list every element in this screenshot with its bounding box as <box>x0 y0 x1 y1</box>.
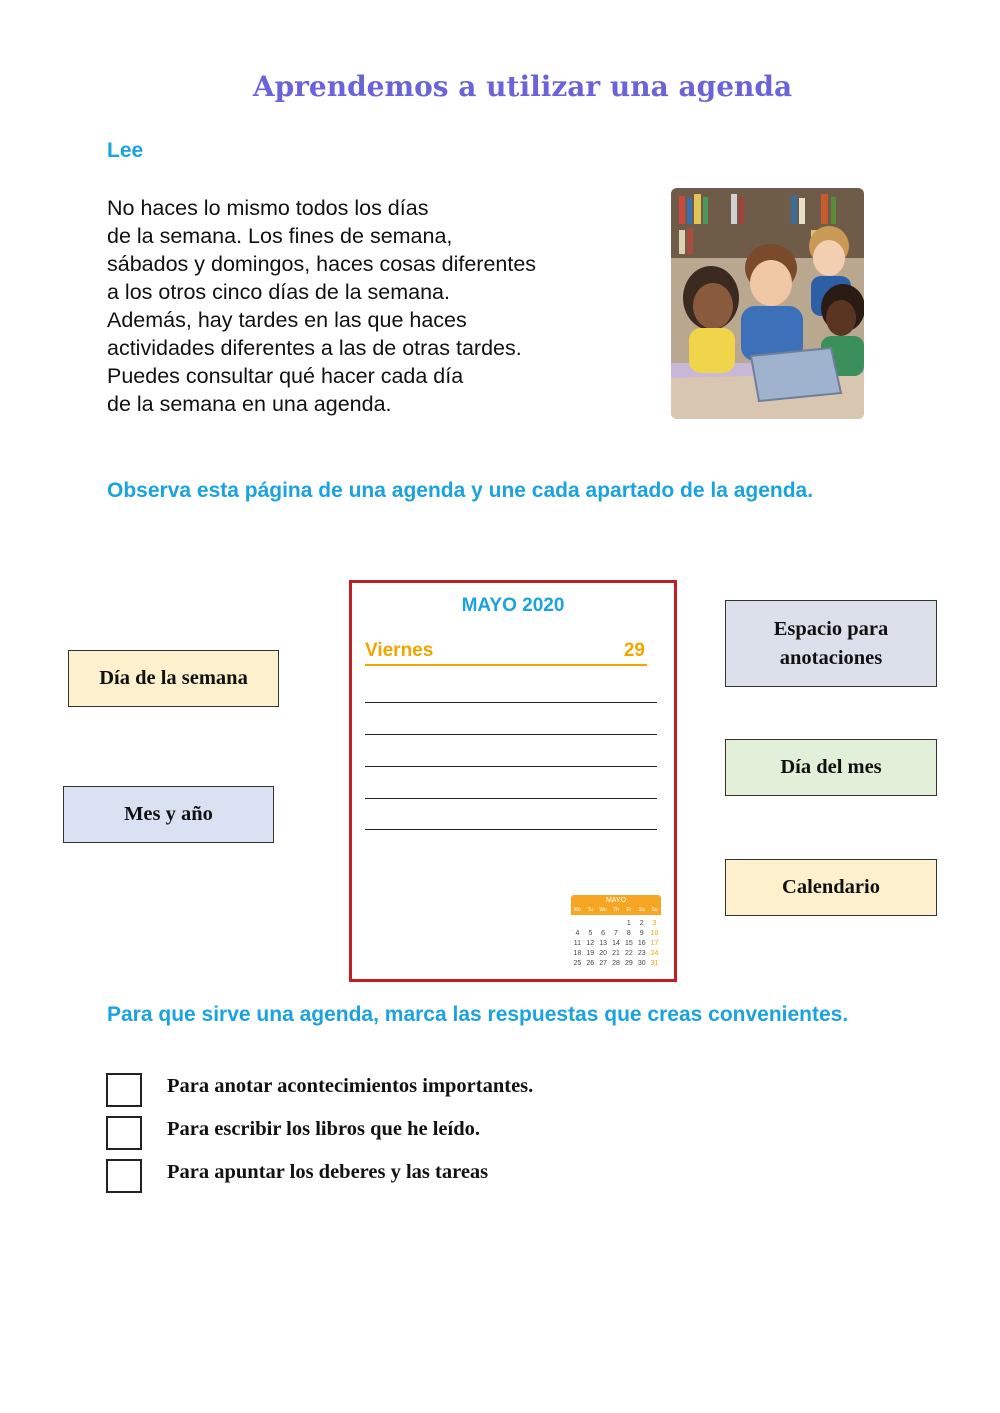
mini-calendar-day: 2 <box>639 920 644 927</box>
label-dia-semana[interactable] <box>68 650 279 707</box>
reading-line: No haces lo mismo todos los días <box>107 196 429 220</box>
mini-calendar-day: 24 <box>650 950 659 957</box>
weekday: Th <box>613 907 619 913</box>
question-heading: Para que sirve una agenda, marca las respuestas que creas convenientes. <box>107 1003 849 1026</box>
option-checkbox[interactable] <box>106 1159 142 1193</box>
mini-calendar-day: 11 <box>573 940 582 947</box>
note-line <box>365 702 657 703</box>
option-label: Para escribir los libros que he leído. <box>167 1118 481 1140</box>
mini-calendar-day: 29 <box>624 960 633 967</box>
mini-calendar-day: 25 <box>573 960 582 967</box>
reading-line: sábados y domingos, haces cosas diferentes <box>107 252 537 276</box>
mini-calendar-month: MAYO <box>571 895 661 906</box>
option-checkbox[interactable] <box>106 1116 142 1150</box>
mini-calendar-weekdays <box>571 906 661 915</box>
observe-instruction: Observa esta página de una agenda y une cada apartado de la agenda. <box>107 479 814 502</box>
weekday: Fr <box>626 907 632 913</box>
note-line <box>365 734 657 735</box>
reading-line: actividades diferentes a las de otras tardes. <box>107 336 522 360</box>
mini-calendar-day: 23 <box>637 950 646 957</box>
agenda-day-name: Viernes <box>365 640 434 661</box>
mini-calendar-day: 27 <box>599 960 608 967</box>
mini-calendar-day: 13 <box>599 940 608 947</box>
mini-calendar-day: 7 <box>614 930 618 937</box>
mini-calendar-day: 8 <box>626 930 631 937</box>
weekday: Su <box>651 907 658 913</box>
note-line <box>365 829 657 830</box>
label-mes-anio[interactable] <box>63 786 274 843</box>
mini-calendar-day <box>610 919 623 929</box>
reading-line: Puedes consultar qué hacer cada día <box>107 364 464 388</box>
mini-calendar-day: 17 <box>650 940 659 947</box>
weekday: Sa <box>638 907 645 913</box>
reading-text <box>107 194 627 418</box>
reading-line: de la semana. Los fines de semana, <box>107 224 453 248</box>
label-dia-mes-text: Día del mes <box>780 756 882 778</box>
weekday: Tu <box>587 907 594 913</box>
mini-calendar-day <box>597 919 610 929</box>
agenda-day-row <box>365 640 647 666</box>
mini-calendar-day: 20 <box>599 950 608 957</box>
mini-calendar-days <box>571 919 661 969</box>
mini-calendar-day: 9 <box>639 930 644 937</box>
mini-calendar-day: 5 <box>588 930 593 937</box>
page-title: Aprendemos a utilizar una agenda <box>252 70 793 103</box>
label-calendario-text: Calendario <box>782 876 880 898</box>
note-line <box>365 798 657 799</box>
mini-calendar-day: 21 <box>612 950 620 957</box>
read-heading: Lee <box>107 139 144 162</box>
mini-calendar-day: 3 <box>652 920 657 927</box>
agenda-month-year: MAYO 2020 <box>461 595 565 616</box>
reading-line: a los otros cinco días de la semana. <box>107 280 450 304</box>
option-label: Para apuntar los deberes y las tareas <box>167 1161 489 1183</box>
mini-calendar-day: 28 <box>612 960 620 967</box>
agenda-day-number: 29 <box>623 640 645 661</box>
weekday: Mo <box>573 907 581 913</box>
weekday: We <box>599 907 607 913</box>
reading-line: de la semana en una agenda. <box>107 392 392 416</box>
agenda-page <box>349 580 677 982</box>
mini-calendar-day: 10 <box>650 930 659 937</box>
option-checkbox[interactable] <box>106 1073 142 1107</box>
mini-calendar-day: 31 <box>650 960 659 967</box>
mini-calendar-day: 14 <box>612 940 620 947</box>
children-tablet-photo <box>671 188 864 419</box>
reading-line: Además, hay tardes en las que haces <box>107 308 467 332</box>
mini-calendar-day <box>571 919 584 929</box>
mini-calendar-day: 6 <box>601 930 606 937</box>
mini-calendar-day: 26 <box>586 960 595 967</box>
label-mes-anio-text: Mes y año <box>124 803 213 825</box>
mini-calendar <box>571 895 661 969</box>
mini-calendar-day: 19 <box>586 950 595 957</box>
label-dia-mes[interactable] <box>725 739 937 796</box>
mini-calendar-day: 4 <box>575 930 580 937</box>
mini-calendar-day: 22 <box>624 950 633 957</box>
label-calendario[interactable] <box>725 859 937 916</box>
mini-calendar-day: 12 <box>586 940 595 947</box>
label-espacio-anotaciones[interactable] <box>725 600 937 687</box>
mini-calendar-day: 16 <box>637 940 646 947</box>
option-label: Para anotar acontecimientos importantes. <box>167 1075 534 1097</box>
note-line <box>365 766 657 767</box>
label-espacio-anotaciones-text: Espacio para anotaciones <box>773 617 889 669</box>
mini-calendar-day: 30 <box>637 960 646 967</box>
mini-calendar-day: 15 <box>624 940 633 947</box>
photo-illustration <box>671 188 864 419</box>
mini-calendar-day <box>584 919 597 929</box>
mini-calendar-day: 1 <box>626 920 631 927</box>
label-dia-semana-text: Día de la semana <box>99 667 248 689</box>
mini-calendar-day: 18 <box>573 950 582 957</box>
